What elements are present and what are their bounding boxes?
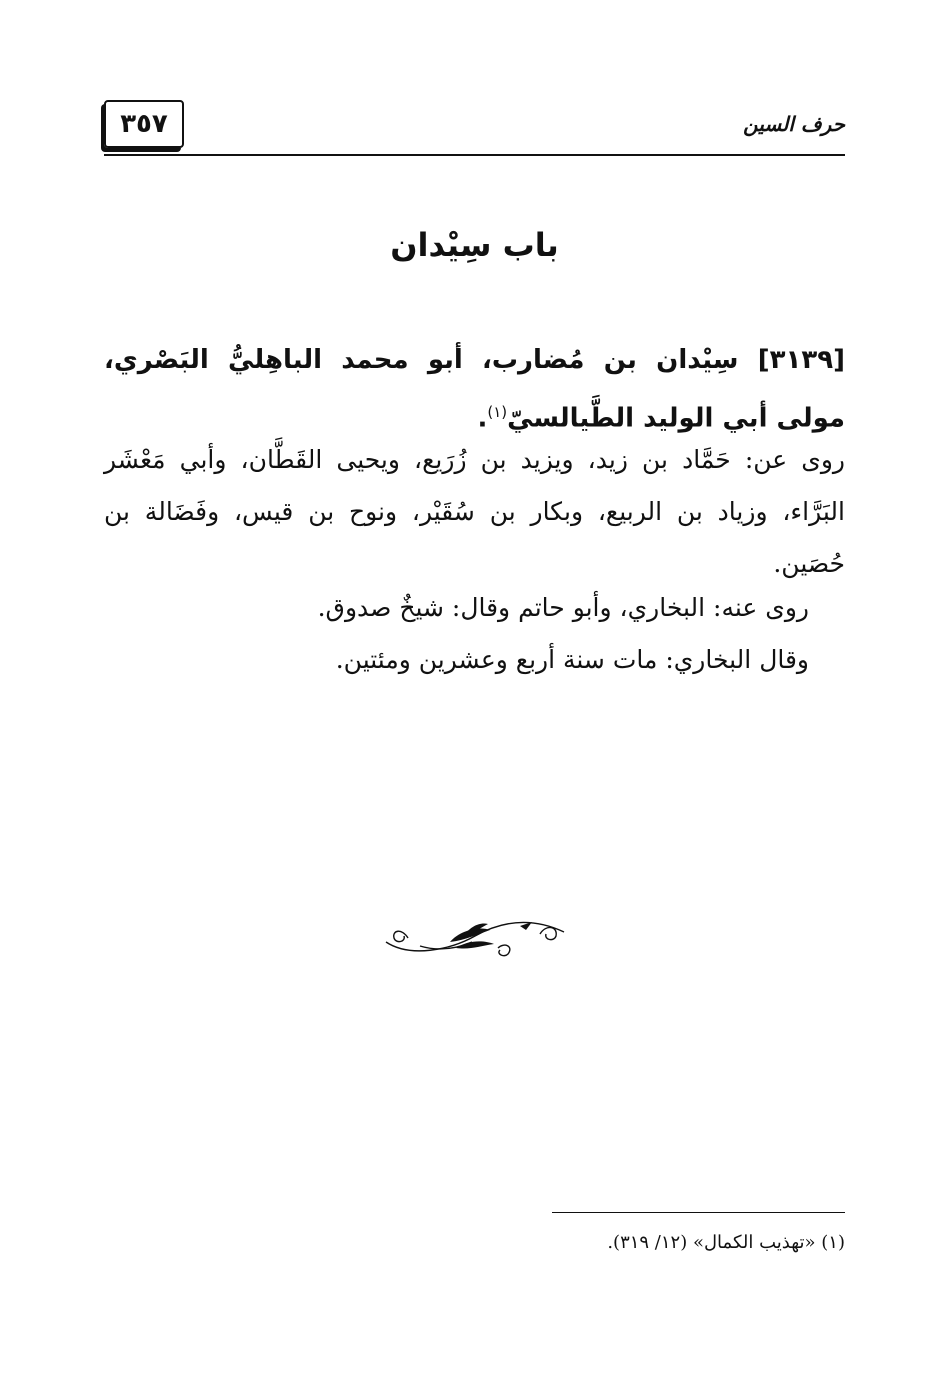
footnote: (١) «تهذيب الكمال» (١٢/ ٣١٩). — [607, 1232, 845, 1253]
narrated-from-paragraph: روى عن: حَمَّاد بن زيد، ويزيد بن زُرَيع، ويحيى القَطَّان، وأبي مَعْشَر البَرَّاء، وزياد بن الربيع، وبكار بن سُقَيْر، ونوح بن قيس، وفَضَالة بن حُصَين. — [104, 445, 845, 578]
header-rule — [104, 154, 845, 156]
floral-divider-icon — [380, 912, 570, 960]
page-number: ٣٥٧ — [104, 100, 184, 148]
entry-heading-end: . — [477, 403, 488, 434]
entry-heading — [104, 334, 845, 445]
running-title: حرف السين — [743, 112, 845, 136]
footnote-rule — [552, 1212, 845, 1213]
chapter-title: باب سِيْدان — [390, 226, 559, 264]
entry-heading-text: [٣١٣٩] سِيْدان بن مُضارب، أبو محمد الباهِليُّ البَصْري، مولى أبي الوليد الطَّيالسيّ — [104, 345, 845, 434]
bukhari-note-paragraph: وقال البخاري: مات سنة أربع وعشرين ومئتين. — [335, 645, 809, 674]
footnote-marker: (١) — [487, 403, 508, 421]
narrated-by-paragraph: روى عنه: البخاري، وأبو حاتم وقال: شيخٌ صدوق. — [317, 593, 809, 622]
